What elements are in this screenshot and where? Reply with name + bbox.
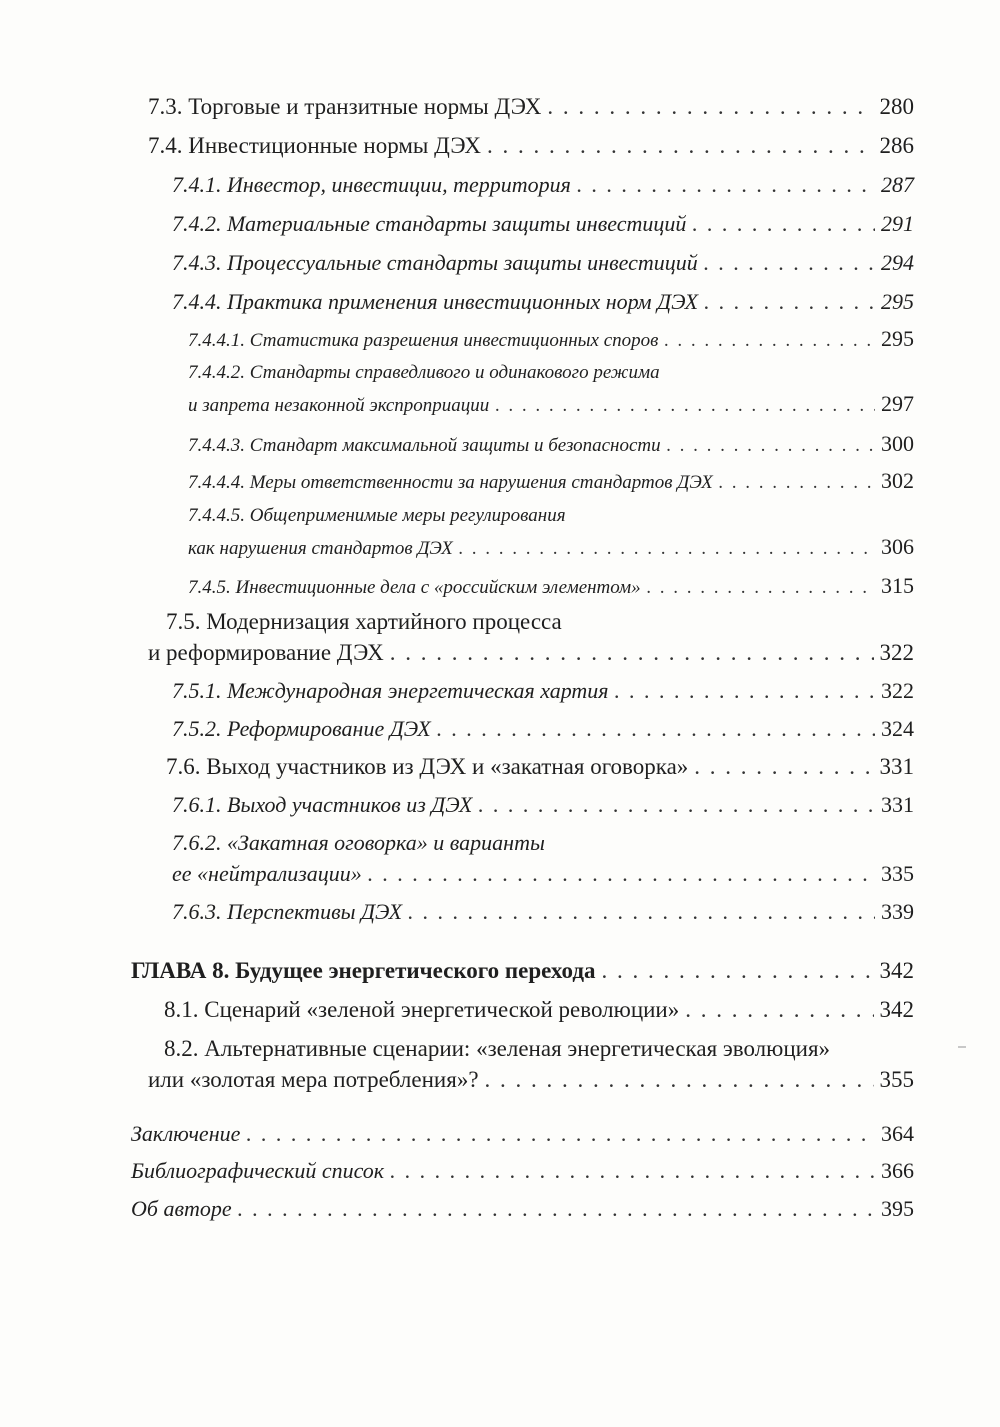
leader-dots (390, 1158, 875, 1184)
toc-page-number: 331 (879, 754, 914, 779)
leader-dots (704, 250, 875, 276)
leader-dots (495, 395, 875, 417)
toc-entry-title-line-2: или «золотая мера потребления»? (148, 1067, 479, 1092)
toc-page-number: 342 (879, 958, 914, 983)
leader-dots (664, 330, 875, 352)
toc-entry-title-line-1: 7.6.2. «Закатная оговорка» и варианты (172, 830, 545, 855)
toc-entry-title: 7.4.4.4. Меры ответственности за нарушения стандартов ДЭХ (188, 472, 713, 493)
leader-dots (667, 435, 875, 457)
toc-entry-7-4-4-5[interactable] (188, 505, 914, 560)
toc-page-number: 335 (881, 861, 914, 886)
toc-entry-7-4-5[interactable] (188, 573, 914, 599)
toc-entry-7-5-1[interactable] (172, 678, 914, 704)
leader-dots (692, 211, 875, 237)
toc-entry-chapter-8[interactable] (131, 958, 914, 984)
toc-entry-title: 7.4.4.3. Стандарт максимальной защиты и безопасности (188, 435, 661, 456)
toc-page-number: 315 (881, 573, 914, 598)
toc-page-number: 364 (881, 1121, 914, 1146)
leader-dots (408, 899, 875, 925)
toc-entry-7-5[interactable] (148, 609, 914, 666)
toc-entry-title: 8.1. Сценарий «зеленой энергетической революции» (164, 997, 680, 1022)
leader-dots (577, 172, 875, 198)
leader-dots (246, 1121, 875, 1147)
toc-entry-7-5-2[interactable] (172, 716, 914, 742)
toc-entry-7-6-2[interactable] (172, 830, 914, 887)
toc-entry-title: 7.5.1. Международная энергетическая хартия (172, 678, 609, 703)
leader-dots (694, 754, 873, 780)
toc-page-number: 355 (879, 1067, 914, 1092)
toc-entry-title-line-1: 7.4.4.2. Стандарты справедливого и одинакового режима (188, 362, 660, 383)
toc-entry-title: ГЛАВА 8. Будущее энергетического перехода (131, 958, 596, 983)
toc-page-number: 306 (881, 534, 914, 559)
toc-page-number: 291 (881, 211, 914, 236)
leader-dots (437, 716, 875, 742)
toc-entry-title-line-2: и запрета незаконной экспроприации (188, 395, 490, 416)
leader-dots (390, 640, 874, 666)
toc-entry-title: 7.3. Торговые и транзитные нормы ДЭХ (148, 94, 542, 119)
toc-entry-title: Об авторе (131, 1196, 232, 1221)
toc-entry-conclusion[interactable] (131, 1121, 914, 1147)
toc-page-number: 300 (881, 431, 914, 456)
toc-entry-title: 7.6. Выход участников из ДЭХ и «закатная оговорка» (166, 754, 689, 779)
toc-page-number: 295 (881, 326, 914, 351)
toc-entry-title: 7.4.4. Практика применения инвестиционных норм ДЭХ (172, 289, 699, 314)
toc-entry-title: 7.4. Инвестиционные нормы ДЭХ (148, 133, 481, 158)
toc-entry-title: 7.4.3. Процессуальные стандарты защиты инвестиций (172, 250, 698, 275)
toc-entry-7-4-2[interactable] (172, 211, 914, 237)
toc-entry-title-line-2: и реформирование ДЭХ (148, 640, 384, 665)
toc-page-number: 342 (879, 997, 914, 1022)
toc-entry-title-line-1: 7.5. Модернизация хартийного процесса (166, 609, 562, 634)
toc-page-number: 339 (881, 899, 914, 924)
toc-entry-8-2[interactable] (148, 1036, 914, 1093)
toc-page-number: 297 (881, 391, 914, 416)
toc-page-number: 366 (881, 1158, 914, 1183)
scan-margin-mark (958, 1046, 966, 1048)
toc-entry-7-6-1[interactable] (172, 792, 914, 818)
toc-entry-7-6[interactable] (166, 754, 914, 780)
leader-dots (487, 133, 874, 159)
toc-page-number: 331 (881, 792, 914, 817)
toc-entry-title: 7.5.2. Реформирование ДЭХ (172, 716, 431, 741)
toc-entry-7-4-4-1[interactable] (188, 326, 914, 352)
toc-entry-title-line-1: 7.4.4.5. Общеприменимые меры регулирования (188, 505, 566, 526)
toc-entry-7-4-4-4[interactable] (188, 468, 914, 494)
toc-entry-title: 7.6.1. Выход участников из ДЭХ (172, 792, 473, 817)
toc-entry-8-1[interactable] (164, 997, 914, 1023)
toc-entry-title: 7.4.2. Материальные стандарты защиты инвестиций (172, 211, 687, 236)
toc-entry-title: 7.4.4.1. Статистика разрешения инвестиционных споров (188, 330, 659, 351)
toc-entry-7-4-4[interactable] (172, 289, 914, 315)
leader-dots (602, 958, 874, 984)
toc-entry-bibliography[interactable] (131, 1158, 914, 1184)
leader-dots (459, 538, 875, 560)
leader-dots (368, 861, 875, 887)
toc-entry-title-line-2: как нарушения стандартов ДЭХ (188, 538, 453, 559)
toc-entry-7-4[interactable] (148, 133, 914, 159)
toc-entry-7-6-3[interactable] (172, 899, 914, 925)
toc-page-number: 322 (881, 678, 914, 703)
toc-entry-7-4-1[interactable] (172, 172, 914, 198)
toc-entry-title-line-1: 8.2. Альтернативные сценарии: «зеленая энергетическая эволюция» (164, 1036, 831, 1061)
toc-page-number: 395 (881, 1196, 914, 1221)
toc-page-number: 295 (881, 289, 914, 314)
toc-entry-7-4-4-2[interactable] (188, 362, 914, 417)
toc-page-number: 287 (881, 172, 914, 197)
toc-entry-title: Библиографический список (131, 1158, 385, 1183)
toc-entry-title-line-2: ее «нейтрализации» (172, 861, 362, 886)
toc-entry-7-3[interactable] (148, 94, 914, 120)
leader-dots (647, 577, 875, 599)
leader-dots (615, 678, 875, 704)
toc-entry-title: 7.4.1. Инвестор, инвестиции, территория (172, 172, 571, 197)
leader-dots (704, 289, 875, 315)
leader-dots (238, 1196, 875, 1222)
toc-page-number: 324 (881, 716, 914, 741)
toc-page-number: 322 (879, 640, 914, 665)
toc-entry-title: Заключение (131, 1121, 241, 1146)
leader-dots (478, 792, 875, 818)
toc-entry-7-4-3[interactable] (172, 250, 914, 276)
toc-page-number: 294 (881, 250, 914, 275)
toc-page-number: 302 (881, 468, 914, 493)
toc-entry-about-author[interactable] (131, 1196, 914, 1222)
toc-entry-7-4-4-3[interactable] (188, 431, 914, 457)
toc-page-number: 280 (879, 94, 914, 119)
toc-entry-title: 7.6.3. Перспективы ДЭХ (172, 899, 403, 924)
leader-dots (485, 1067, 874, 1093)
toc-entry-title: 7.4.5. Инвестиционные дела с «российским элементом» (188, 577, 641, 598)
leader-dots (685, 997, 873, 1023)
toc-page-number: 286 (879, 133, 914, 158)
leader-dots (547, 94, 873, 120)
leader-dots (719, 472, 875, 494)
